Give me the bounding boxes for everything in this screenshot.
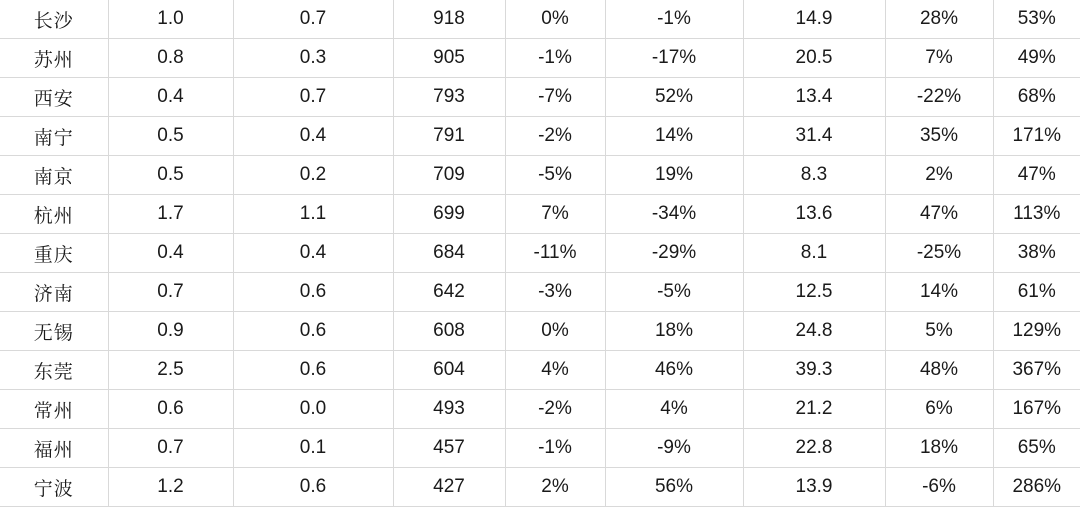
table-cell-value: 12.5 (743, 273, 885, 312)
table-cell-value: 0.2 (233, 156, 393, 195)
table-cell-value: -2% (505, 117, 605, 156)
table-cell-value: 0% (505, 312, 605, 351)
table-cell-value: 0.8 (108, 39, 233, 78)
table-cell-value: -7% (505, 78, 605, 117)
table-cell-value: 709 (393, 156, 505, 195)
table-cell-value: 699 (393, 195, 505, 234)
table-cell-value: 47% (885, 195, 993, 234)
table-row (0, 0, 1080, 39)
table-cell-value: 0.7 (233, 78, 393, 117)
table-cell-value: 14% (605, 117, 743, 156)
table-cell-city: 东莞 (0, 351, 108, 390)
table-cell-city: 苏州 (0, 39, 108, 78)
table-cell-value: 905 (393, 39, 505, 78)
table-cell-value: -3% (505, 273, 605, 312)
table-cell-value: -1% (605, 0, 743, 39)
table-cell-value: 14.9 (743, 0, 885, 39)
table-cell-value: 21.2 (743, 390, 885, 429)
table-cell-value: 0.6 (233, 273, 393, 312)
table-cell-value: 286% (993, 468, 1080, 507)
table-row (0, 156, 1080, 195)
table-cell-value: 61% (993, 273, 1080, 312)
table-row (0, 468, 1080, 507)
table-cell-city: 常州 (0, 390, 108, 429)
table-cell-value: 7% (885, 39, 993, 78)
table-cell-value: 0% (505, 0, 605, 39)
table-cell-value: 2% (505, 468, 605, 507)
table-cell-city: 长沙 (0, 0, 108, 39)
table-cell-value: 493 (393, 390, 505, 429)
table-cell-value: 0.1 (233, 429, 393, 468)
table-cell-value: 642 (393, 273, 505, 312)
table-row (0, 39, 1080, 78)
table-cell-value: -6% (885, 468, 993, 507)
table-cell-value: 0.7 (108, 429, 233, 468)
table-cell-value: 457 (393, 429, 505, 468)
table-cell-value: 65% (993, 429, 1080, 468)
table-cell-value: 14% (885, 273, 993, 312)
table-row (0, 117, 1080, 156)
table-cell-value: 0.0 (233, 390, 393, 429)
table-cell-value: 1.1 (233, 195, 393, 234)
table-cell-value: 13.9 (743, 468, 885, 507)
table-cell-value: 39.3 (743, 351, 885, 390)
table-cell-value: 4% (605, 390, 743, 429)
table-cell-value: 918 (393, 0, 505, 39)
table-cell-value: 167% (993, 390, 1080, 429)
table-cell-value: 35% (885, 117, 993, 156)
table-cell-value: 0.4 (233, 117, 393, 156)
table-cell-value: 0.4 (233, 234, 393, 273)
table-cell-value: 31.4 (743, 117, 885, 156)
table-cell-value: 47% (993, 156, 1080, 195)
table-cell-city: 福州 (0, 429, 108, 468)
table-row (0, 78, 1080, 117)
table-cell-value: 18% (885, 429, 993, 468)
table-cell-value: 367% (993, 351, 1080, 390)
table-row (0, 429, 1080, 468)
table-cell-value: -22% (885, 78, 993, 117)
table-cell-value: -9% (605, 429, 743, 468)
table-cell-city: 杭州 (0, 195, 108, 234)
table-cell-value: 19% (605, 156, 743, 195)
table-cell-value: 684 (393, 234, 505, 273)
table-cell-value: 1.0 (108, 0, 233, 39)
table-cell-value: 1.7 (108, 195, 233, 234)
table-cell-value: -29% (605, 234, 743, 273)
table-cell-value: 0.5 (108, 117, 233, 156)
table-cell-value: 0.6 (108, 390, 233, 429)
table-cell-value: 0.3 (233, 39, 393, 78)
table-cell-value: 0.6 (233, 351, 393, 390)
table-cell-value: 604 (393, 351, 505, 390)
table-cell-value: 793 (393, 78, 505, 117)
table-cell-value: 8.1 (743, 234, 885, 273)
table-row (0, 234, 1080, 273)
table-row (0, 351, 1080, 390)
table-cell-city: 宁波 (0, 468, 108, 507)
table-cell-value: 49% (993, 39, 1080, 78)
table-cell-value: -34% (605, 195, 743, 234)
table-cell-value: 4% (505, 351, 605, 390)
table-cell-value: 113% (993, 195, 1080, 234)
table-cell-value: 171% (993, 117, 1080, 156)
table-cell-value: 7% (505, 195, 605, 234)
table-cell-value: -1% (505, 39, 605, 78)
table-cell-value: 0.9 (108, 312, 233, 351)
table-cell-value: 38% (993, 234, 1080, 273)
table-cell-value: 0.5 (108, 156, 233, 195)
table-cell-value: 8.3 (743, 156, 885, 195)
table-cell-city: 无锡 (0, 312, 108, 351)
table-cell-value: -17% (605, 39, 743, 78)
table-cell-value: 46% (605, 351, 743, 390)
table-cell-value: 6% (885, 390, 993, 429)
table-cell-value: 20.5 (743, 39, 885, 78)
table-cell-value: 13.6 (743, 195, 885, 234)
table-cell-value: 0.7 (233, 0, 393, 39)
table-cell-value: -5% (505, 156, 605, 195)
table-cell-value: -25% (885, 234, 993, 273)
table-cell-value: 608 (393, 312, 505, 351)
table-cell-value: -5% (605, 273, 743, 312)
table-row (0, 390, 1080, 429)
table-cell-value: 0.6 (233, 468, 393, 507)
table-cell-city: 南京 (0, 156, 108, 195)
table-row (0, 312, 1080, 351)
table-row (0, 273, 1080, 312)
table-cell-value: 129% (993, 312, 1080, 351)
table-cell-value: 13.4 (743, 78, 885, 117)
table-cell-value: 24.8 (743, 312, 885, 351)
table-cell-value: 68% (993, 78, 1080, 117)
table-cell-value: 0.4 (108, 234, 233, 273)
table-cell-value: 0.6 (233, 312, 393, 351)
table-cell-value: 2% (885, 156, 993, 195)
table-cell-city: 济南 (0, 273, 108, 312)
table-cell-city: 南宁 (0, 117, 108, 156)
table-cell-value: 28% (885, 0, 993, 39)
table-cell-value: 22.8 (743, 429, 885, 468)
table-cell-value: 791 (393, 117, 505, 156)
table-cell-value: -11% (505, 234, 605, 273)
table-cell-value: 48% (885, 351, 993, 390)
table-cell-value: 0.4 (108, 78, 233, 117)
table-cell-value: -1% (505, 429, 605, 468)
table-cell-city: 重庆 (0, 234, 108, 273)
table-cell-value: 0.7 (108, 273, 233, 312)
table-cell-value: 56% (605, 468, 743, 507)
table-cell-value: 1.2 (108, 468, 233, 507)
table-cell-city: 西安 (0, 78, 108, 117)
table-cell-value: -2% (505, 390, 605, 429)
table-cell-value: 52% (605, 78, 743, 117)
table-cell-value: 18% (605, 312, 743, 351)
table-cell-value: 5% (885, 312, 993, 351)
table-cell-value: 2.5 (108, 351, 233, 390)
table-cell-value: 53% (993, 0, 1080, 39)
table-cell-value: 427 (393, 468, 505, 507)
table-row (0, 195, 1080, 234)
